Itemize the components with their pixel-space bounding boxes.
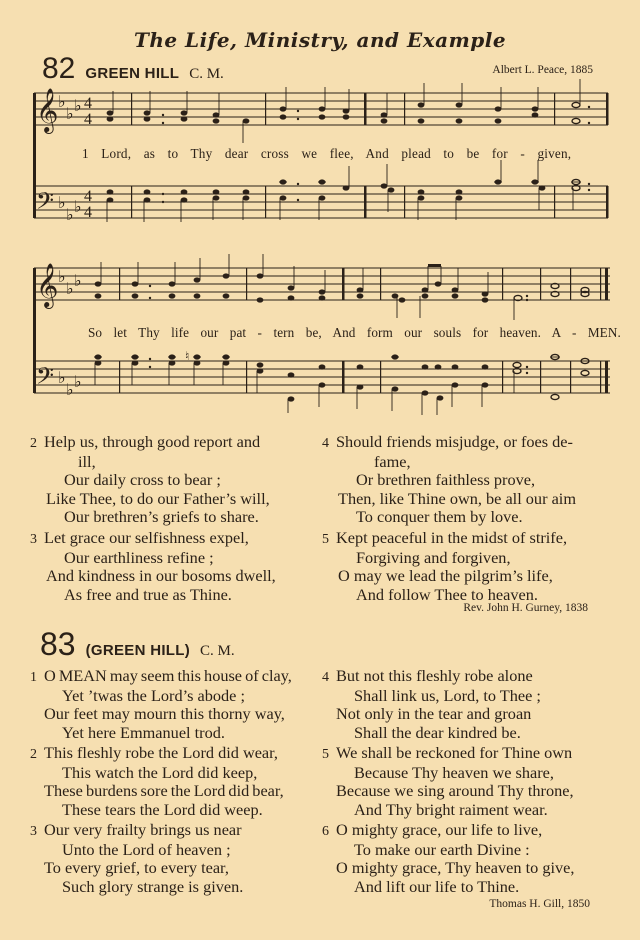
hymn-83-verse-2 [30, 744, 284, 819]
verse-line: Our daily cross to bear ; [64, 470, 221, 490]
verse-line: Kept peaceful in the midst of strife, [336, 528, 568, 547]
verse-line: And Thy bright raiment wear. [354, 799, 548, 819]
verse-line: Should friends misjudge, or foes de- [336, 432, 573, 451]
verse-number: 2 [30, 747, 37, 762]
verse-line: ill, [78, 452, 96, 472]
hymn-82-verse-4 [322, 433, 576, 526]
verse-line: But not this fleshly robe alone [336, 666, 533, 685]
hymn-number: 82 [42, 52, 76, 85]
svg-text:𝄢: 𝄢 [36, 187, 55, 220]
verse-line: Shall link us, Lord, to Thee ; [354, 686, 541, 706]
verse-line: Such glory strange is given. [62, 876, 244, 896]
verse-number: 4 [322, 436, 329, 451]
verse-line: Our feet may mourn this thorny way, [44, 704, 285, 724]
verse-number: 5 [322, 532, 329, 547]
svg-text:4: 4 [84, 204, 92, 221]
verse-line: Our earthliness refine ; [64, 548, 214, 568]
verse-number: 3 [30, 824, 37, 839]
verse-line: As free and true as Thine. [64, 584, 232, 604]
verse-line: To every grief, to every tear, [44, 858, 229, 878]
verse-line: O mighty grace, Thy heaven to give, [336, 858, 575, 878]
verse-line: Our very frailty brings us near [44, 820, 242, 839]
svg-text:♭: ♭ [66, 106, 74, 123]
svg-text:♭: ♭ [66, 281, 74, 298]
hymn-83-verse-3 [30, 821, 243, 896]
verse-line: These tears the Lord did weep. [62, 799, 263, 819]
tune-name: (GREEN HILL) [85, 642, 191, 659]
verse-line: This watch the Lord did keep, [62, 763, 258, 783]
svg-text:4: 4 [84, 95, 92, 112]
hymn-83-author: Thomas H. Gill, 1850 [489, 898, 590, 910]
verse-line: Because we sing around Thy throne, [336, 781, 574, 801]
svg-text:𝄢: 𝄢 [36, 362, 55, 395]
hymn-83-verse-5 [322, 744, 574, 819]
verse-number: 5 [322, 747, 329, 762]
verse-number: 1 [30, 670, 37, 685]
hymn-number: 83 [40, 626, 76, 662]
verse-line: Forgiving and forgiven, [356, 548, 511, 568]
verse-line: And lift our life to Thine. [354, 876, 520, 896]
verse-line: This fleshly robe the Lord did wear, [44, 743, 279, 762]
verse-line: Or brethren faithless prove, [356, 470, 536, 490]
svg-text:♭: ♭ [58, 269, 66, 286]
hymn-83-verse-4 [322, 667, 541, 742]
hymn-83-verse-6 [322, 821, 574, 896]
svg-text:♭: ♭ [58, 370, 66, 387]
hymn-82-author: Rev. John H. Gurney, 1838 [463, 602, 588, 614]
hymn-82-verse-5 [322, 529, 567, 604]
tune-name: GREEN HILL [85, 65, 180, 82]
lyric-syllables: 1 Lord, as to Thy dear cross we flee, And plead to be for - given, [82, 146, 572, 161]
svg-text:4: 4 [84, 188, 92, 205]
hymn-82-verse-2 [30, 433, 270, 526]
lyrics-line-2 [88, 325, 621, 341]
svg-text:𝄞: 𝄞 [36, 88, 59, 132]
verse-line: Shall the dear kindred be. [354, 722, 521, 742]
svg-text:𝄞: 𝄞 [36, 263, 59, 307]
verse-line: We shall be reckoned for Thine own [336, 743, 573, 762]
verse-line: O may we lead the pilgrim’s life, [338, 566, 553, 586]
lyrics-line-1 [82, 146, 602, 162]
svg-text:♭: ♭ [74, 199, 82, 216]
verse-line: And kindness in our bosoms dwell, [46, 566, 276, 586]
verse-line: Unto the Lord of heaven ; [62, 840, 231, 860]
svg-text:♭: ♭ [58, 195, 66, 212]
section-title: The Life, Ministry, and Example [133, 28, 507, 52]
verse-line: Let grace our selfishness expel, [44, 528, 249, 547]
verse-line: Yet ’twas the Lord’s abode ; [62, 686, 245, 706]
verse-line: Help us, through good report and [44, 432, 261, 451]
verse-line: Then, like Thine own, be all our aim [338, 488, 576, 508]
verse-number: 6 [322, 824, 329, 839]
meter: C. M. [189, 66, 224, 82]
verse-line: To make our earth Divine : [354, 840, 530, 860]
svg-text:♭: ♭ [66, 207, 74, 224]
svg-text:♭: ♭ [74, 374, 82, 391]
hymn-83-verse-1 [30, 667, 292, 742]
verse-line: Yet here Emmanuel trod. [62, 722, 225, 742]
meter: C. M. [200, 643, 235, 659]
hymn-83-header [40, 628, 235, 660]
verse-line: O mighty grace, our life to live, [336, 820, 543, 839]
verse-number: 3 [30, 532, 37, 547]
hymn-82-header [42, 54, 224, 84]
verse-line: And follow Thee to heaven. [356, 584, 538, 604]
verse-line: Because Thy heaven we share, [354, 763, 554, 783]
svg-text:♭: ♭ [66, 382, 74, 399]
verse-number: 2 [30, 436, 37, 451]
svg-text:♭: ♭ [58, 94, 66, 111]
verse-line: These burdens sore the Lord did bear, [44, 781, 284, 801]
verse-line: Not only in the tear and groan [336, 704, 532, 724]
svg-text:♭: ♭ [74, 98, 82, 115]
composer-credit: Albert L. Peace, 1885 [492, 64, 593, 76]
verse-number: 4 [322, 670, 329, 685]
verse-line: O MEAN may seem this house of clay, [44, 666, 292, 685]
svg-text:♮: ♮ [185, 349, 190, 363]
verse-line: To conquer them by love. [356, 506, 523, 526]
svg-text:♭: ♭ [74, 273, 82, 290]
verse-line: Our brethren’s griefs to share. [64, 506, 259, 526]
hymn-82-verse-3 [30, 529, 276, 604]
lyric-syllables: So let Thy life our pat - tern be, And form our souls for heaven. A - MEN. [88, 325, 621, 340]
verse-line: Like Thee, to do our Father’s will, [46, 488, 270, 508]
svg-text:4: 4 [84, 111, 92, 128]
verse-line: fame, [374, 452, 411, 472]
